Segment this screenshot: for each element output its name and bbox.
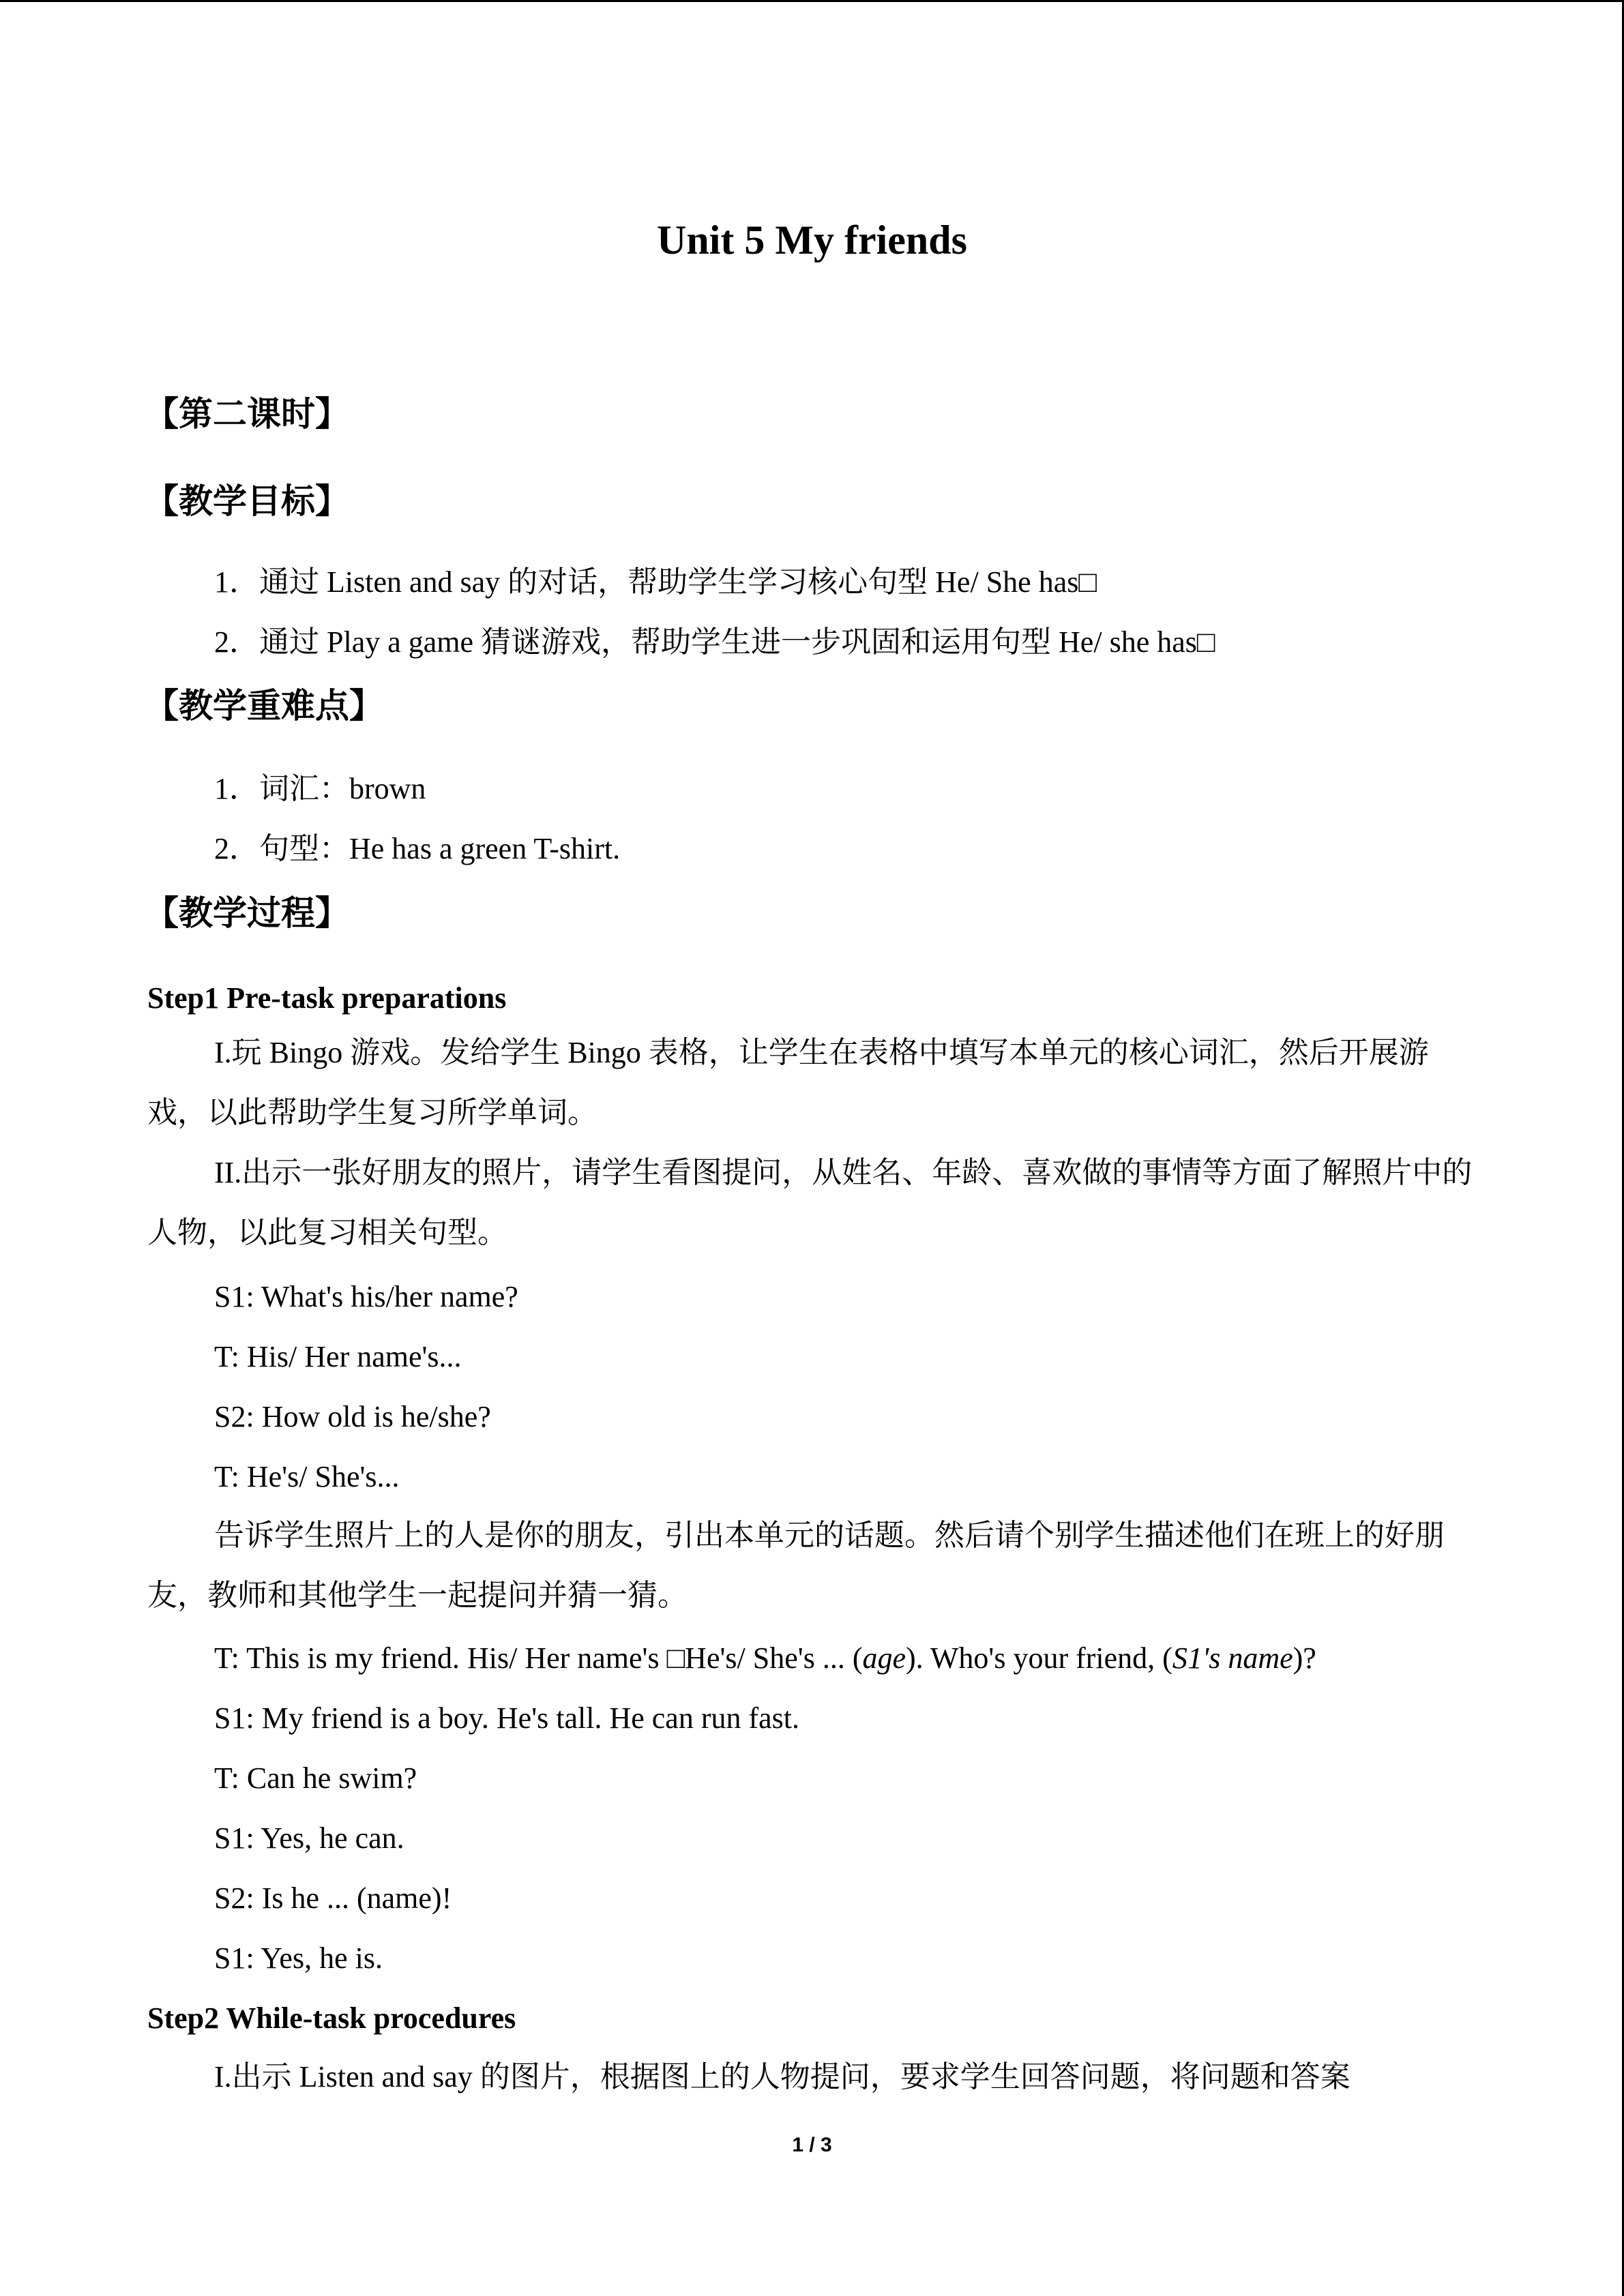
page-number: 1 / 3 [792, 2134, 832, 2156]
objective-item: 2．通过 Play a game 猜谜游戏，帮助学生进一步巩固和运用句型 He/ she has□ [214, 625, 1215, 659]
dialogue-line: S2: How old is he/she? [214, 1400, 491, 1433]
step2-heading: Step2 While-task procedures [147, 2001, 516, 2035]
paragraph: II.出示一张好朋友的照片，请学生看图提问，从姓名、年龄、喜欢做的事情等方面了解照片中的人物，以此复习相关句型。 [147, 1156, 1473, 1249]
dialogue-text: ). Who's your friend, ( [906, 1641, 1172, 1675]
dialogue-line: T: Can he swim? [214, 1761, 417, 1795]
dialogue-line: T: He's/ She's... [214, 1460, 400, 1493]
paragraph: 告诉学生照片上的人是你的朋友，引出本单元的话题。然后请个别学生描述他们在班上的好朋友，教师和其他学生一起提问并猜一猜。 [147, 1519, 1445, 1612]
heading-key-points: 【教学重难点】 [145, 687, 383, 725]
name-placeholder: S1's name [1172, 1641, 1293, 1675]
dialogue-text: T: This is my friend. His/ Her name's □He's/ She's ... ( [214, 1641, 863, 1675]
step1-heading: Step1 Pre-task preparations [147, 981, 507, 1015]
dialogue-line: S1: Yes, he can. [214, 1821, 404, 1855]
heading-process: 【教学过程】 [145, 894, 349, 932]
key-point-item: 1．词汇：brown [214, 772, 426, 805]
dialogue-text: )? [1293, 1641, 1316, 1675]
dialogue-line: S1: What's his/her name? [214, 1280, 518, 1313]
paragraph: I.玩 Bingo 游戏。发给学生 Bingo 表格，让学生在表格中填写本单元的核心词汇，然后开展游戏，以此帮助学生复习所学单词。 [147, 1036, 1429, 1129]
age-placeholder: age [862, 1641, 906, 1675]
dialogue-line: S1: My friend is a boy. He's tall. He can run fast. [214, 1701, 799, 1735]
dialogue-line: T: His/ Her name's... [214, 1340, 462, 1373]
page-title: Unit 5 My friends [657, 218, 967, 263]
objective-item: 1．通过 Listen and say 的对话，帮助学生学习核心句型 He/ She has□ [214, 565, 1097, 599]
heading-lesson: 【第二课时】 [145, 395, 349, 433]
top-border [0, 0, 1624, 2]
key-point-item: 2．句型：He has a green T-shirt. [214, 832, 621, 865]
dialogue-line: S2: Is he ... (name)! [214, 1881, 452, 1915]
paragraph: I.出示 Listen and say 的图片，根据图上的人物提问，要求学生回答问题，将问题和答案 [214, 2060, 1350, 2093]
dialogue-line [214, 1638, 1316, 1679]
dialogue-line: S1: Yes, he is. [214, 1941, 383, 1975]
heading-objectives: 【教学目标】 [145, 482, 349, 520]
